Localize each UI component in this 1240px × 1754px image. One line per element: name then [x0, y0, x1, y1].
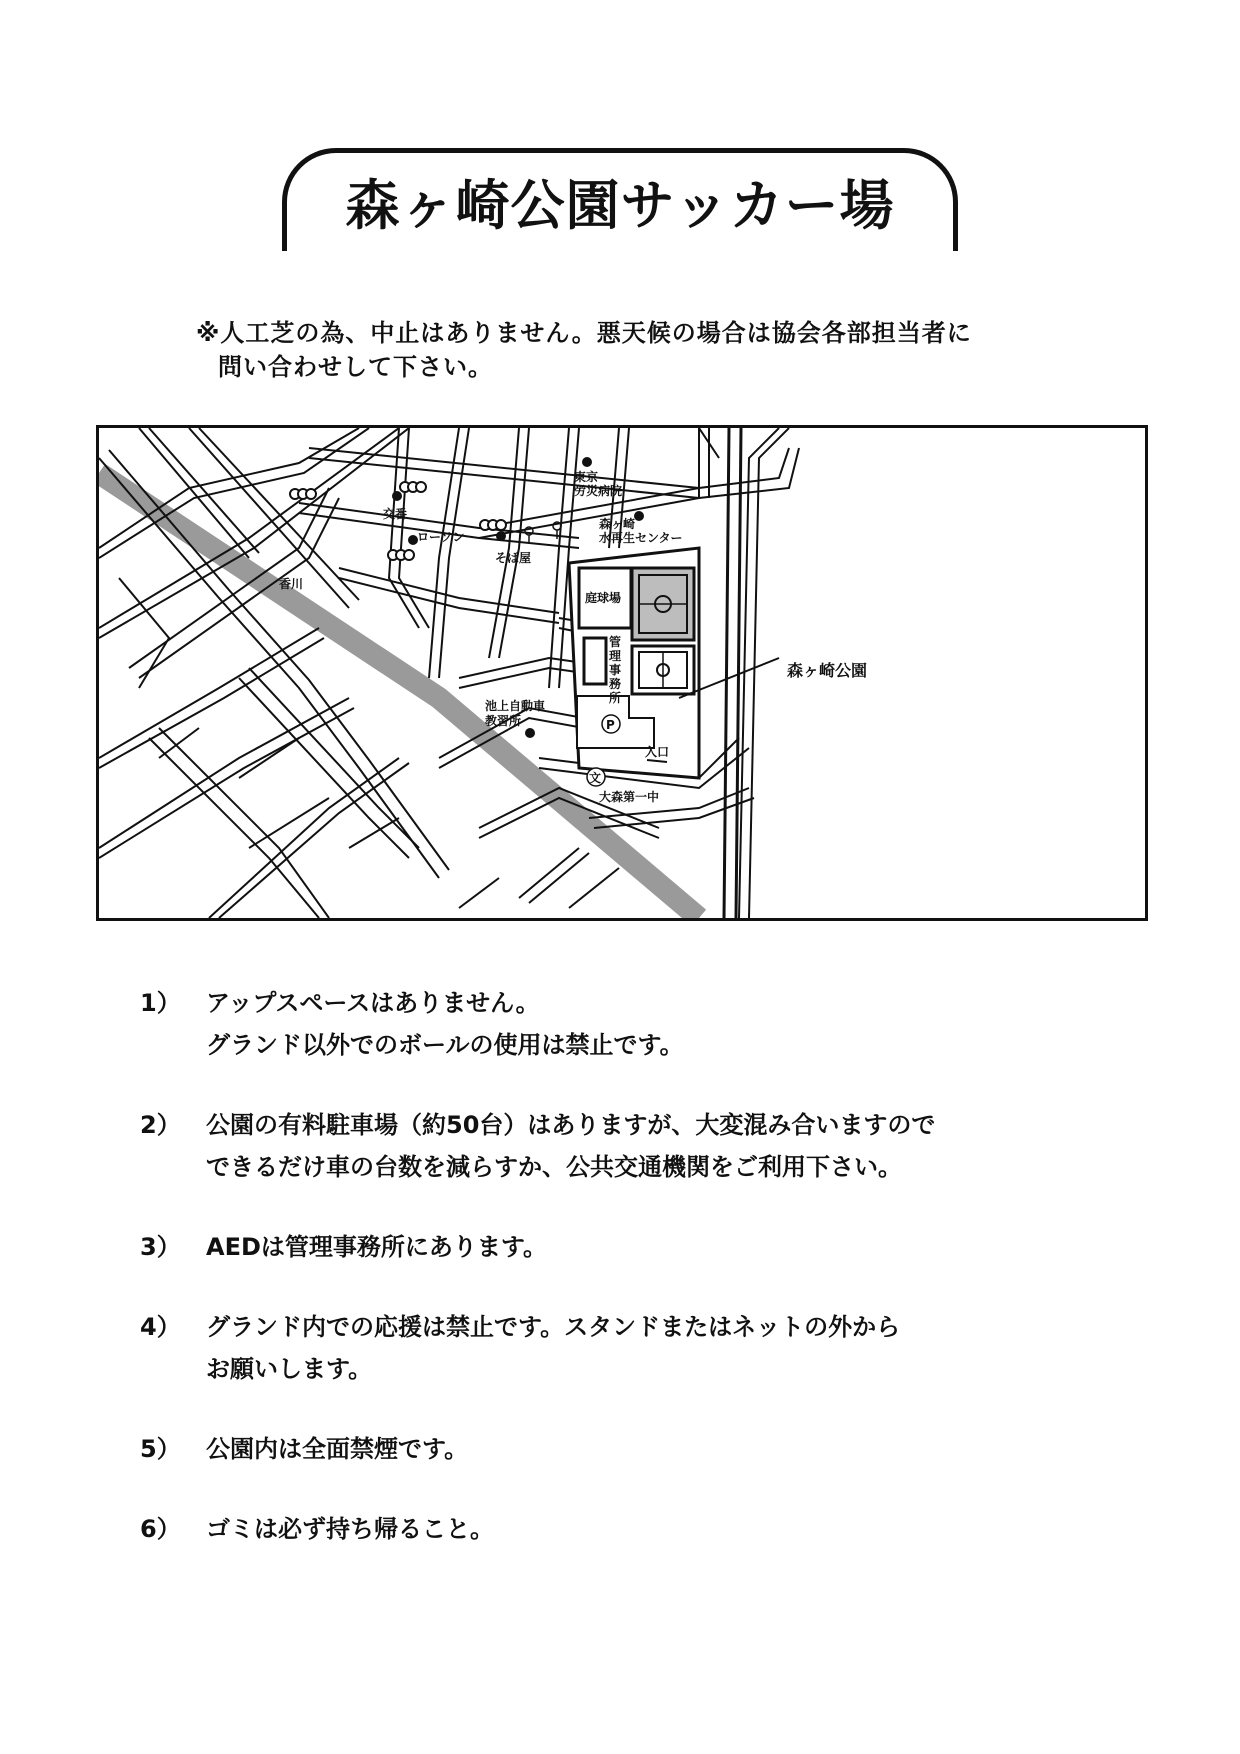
notice-line-1: ※人工芝の為、中止はありません。悪天候の場合は協会各部担当者に: [196, 319, 972, 347]
rule-item: [140, 1428, 1140, 1470]
rule-number: 2）: [140, 1111, 181, 1139]
notice-line-2: 問い合わせして下さい。: [218, 353, 493, 381]
rule-number: 3）: [140, 1233, 181, 1261]
rule-line: グランド以外でのボールの使用は禁止です。: [206, 1031, 684, 1059]
label-parking: P: [606, 718, 615, 732]
page-title: 森ヶ崎公園サッカー場: [345, 174, 895, 237]
rule-item: [140, 982, 1140, 1066]
rule-item: [140, 1226, 1140, 1268]
label-mgmt-office-3: 事: [609, 663, 622, 677]
rule-line: お願いします。: [206, 1355, 373, 1383]
rule-line: 公園内は全面禁煙です。: [206, 1435, 469, 1463]
highway: [724, 428, 741, 918]
access-map: [96, 425, 1148, 921]
rule-line: グランド内での応援は禁止です。スタンドまたはネットの外から: [206, 1313, 901, 1341]
label-sobaya: そば屋: [495, 551, 532, 565]
rule-number: 5）: [140, 1435, 181, 1463]
map-svg: [99, 428, 1145, 918]
label-mgmt-office-4: 務: [609, 677, 622, 691]
management-office: [584, 638, 606, 684]
rule-line: できるだけ車の台数を減らすか、公共交通機関をご利用下さい。: [206, 1153, 902, 1181]
rule-line: アップスペースはありません。: [206, 989, 540, 1017]
label-kagawa: 香川: [279, 577, 304, 591]
label-hospital-1: 東京: [574, 470, 599, 484]
label-mgmt-office-2: 理: [609, 649, 622, 663]
label-hospital-2: 労災病院: [574, 484, 623, 498]
label-mgmt-office-1: 管: [609, 635, 622, 649]
label-water-center-2: 水再生センター: [599, 531, 683, 545]
rule-number: 6）: [140, 1515, 181, 1543]
label-school: 大森第一中: [599, 790, 660, 804]
rule-line: AEDは管理事務所にあります。: [206, 1233, 547, 1261]
label-lawson: ローソン: [417, 530, 465, 544]
rule-item: [140, 1104, 1140, 1188]
label-school-symbol: 文: [589, 771, 602, 785]
rule-line: ゴミは必ず持ち帰ること。: [206, 1515, 494, 1543]
rule-item: [140, 1306, 1140, 1390]
label-entrance: 入口: [645, 745, 670, 759]
label-tennis: 庭球場: [585, 591, 622, 605]
label-mgmt-office-5: 所: [609, 691, 622, 705]
rule-item: [140, 1508, 1140, 1550]
label-park: 森ヶ崎公園: [787, 661, 868, 680]
rule-line: 公園の有料駐車場（約50台）はありますが、大変混み合いますので: [206, 1111, 936, 1139]
rule-number: 4）: [140, 1313, 181, 1341]
rules-list: [140, 982, 1140, 1588]
label-koban: 交番: [383, 507, 408, 521]
label-water-center-1: 森ヶ崎: [599, 517, 636, 531]
rule-number: 1）: [140, 989, 181, 1017]
label-driving-school-1: 池上自動車: [485, 699, 546, 713]
notice: [196, 316, 972, 384]
label-driving-school-2: 教習所: [485, 714, 522, 728]
